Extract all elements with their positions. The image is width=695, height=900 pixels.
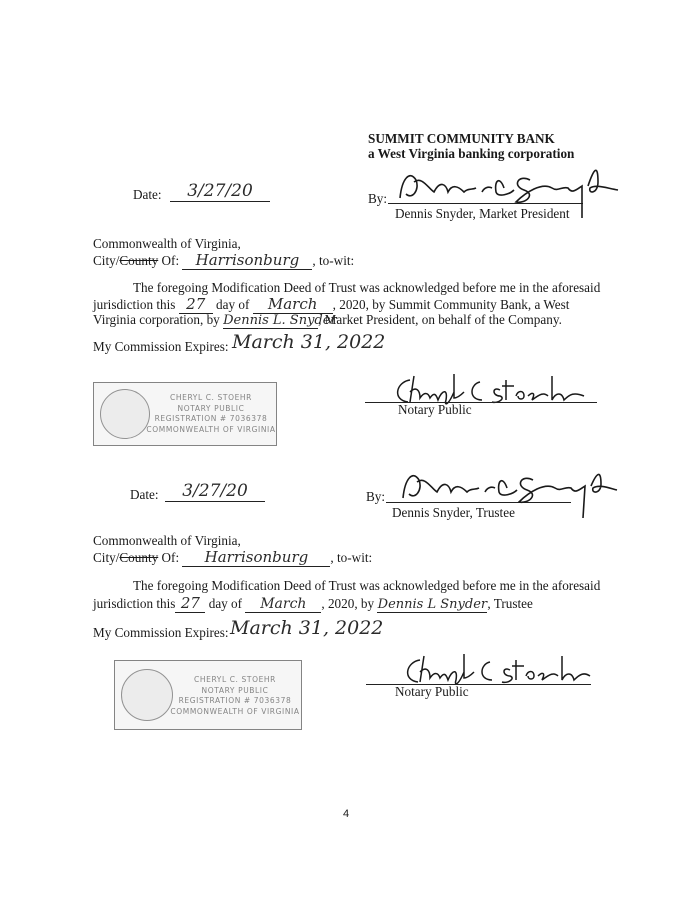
seal-name-2: CHERYL C. STOEHR (194, 675, 276, 684)
date-field-2 (165, 481, 265, 502)
seal-commonwealth-2: COMMONWEALTH OF VIRGINIA (170, 706, 300, 716)
by-label-2: By: (366, 489, 386, 504)
city-prefix-2: City/ (93, 550, 120, 565)
seal-title: NOTARY PUBLIC (177, 403, 245, 413)
day-of-label-2: day of (208, 596, 243, 611)
seal-registration: REGISTRATION # 7036378 (154, 414, 268, 423)
seal-text (146, 393, 276, 435)
name-handwritten-2: Dennis L Snyder (377, 597, 488, 612)
bank-description: a West Virginia banking corporation (368, 146, 575, 161)
commission-handwritten-2: March 31, 2022 (230, 617, 384, 639)
signer-name-title-2: Dennis Snyder, Trustee (392, 505, 515, 520)
commission-label-2: My Commission Expires: (93, 625, 229, 640)
bank-name: SUMMIT COMMUNITY BANK (368, 131, 555, 146)
city-county-line-2 (93, 548, 372, 567)
city-prefix: City/ (93, 253, 120, 268)
signature-dennis-snyder-2 (395, 458, 635, 533)
county-struck: County (119, 253, 159, 268)
of-label-2: Of: (161, 550, 180, 565)
city-county-line (93, 251, 354, 270)
ack-line-3-end: , Market President, on behalf of the Company. (318, 312, 562, 327)
seal-emblem (100, 389, 150, 439)
commonwealth-label-2: Commonwealth of Virginia, (93, 533, 241, 548)
notary-public-label: Notary Public (398, 402, 472, 417)
date-label: Date: (133, 187, 162, 202)
ack-line-3 (93, 312, 562, 329)
commonwealth-label: Commonwealth of Virginia, (93, 236, 241, 251)
month-handwritten-2: March (245, 596, 321, 613)
day-of-label: day of (216, 297, 250, 312)
ack-line-2-end: , 2020, by Summit Community Bank, a West (332, 297, 570, 312)
seal-commonwealth: COMMONWEALTH OF VIRGINIA (146, 424, 276, 434)
commission-label: My Commission Expires: (93, 339, 229, 354)
by-label: By: (368, 191, 388, 206)
date-handwritten-2: 3/27/20 (165, 481, 265, 502)
seal-name: CHERYL C. STOEHR (170, 393, 252, 402)
month-handwritten: March (253, 295, 333, 314)
city-handwritten: Harrisonburg (182, 251, 312, 270)
county-struck-2: County (119, 550, 159, 565)
jurisdiction-label-2: jurisdiction this (93, 596, 176, 611)
of-label: Of: (161, 253, 180, 268)
date-field (170, 181, 270, 202)
towit-label-2: , to-wit: (330, 550, 373, 565)
ack-line-2-2 (93, 594, 533, 613)
seal-registration-2: REGISTRATION # 7036378 (178, 696, 292, 705)
notary-seal-stamp (93, 382, 277, 446)
day-handwritten-2: 27 (175, 594, 205, 613)
seal-text-2 (169, 675, 301, 717)
jurisdiction-label: jurisdiction this (93, 297, 176, 312)
name-handwritten: Dennis L. Snyder (223, 313, 337, 328)
seal-emblem-2 (121, 669, 173, 721)
ack-line-1: The foregoing Modification Deed of Trust was acknowledged before me in the aforesaid (133, 280, 601, 295)
page-number: 4 (343, 808, 350, 820)
date-handwritten: 3/27/20 (170, 181, 270, 202)
corporation-by-label: Virginia corporation, by (93, 312, 220, 327)
day-handwritten: 27 (179, 295, 213, 314)
signer-name-title: Dennis Snyder, Market President (395, 206, 570, 221)
ack-by-label-2: , 2020, by (321, 596, 375, 611)
trustee-label-2: , Trustee (487, 596, 533, 611)
date-label-2: Date: (130, 487, 159, 502)
seal-title-2: NOTARY PUBLIC (201, 685, 269, 695)
ack-line-1-2: The foregoing Modification Deed of Trust was acknowledged before me in the aforesaid (133, 578, 601, 593)
city-handwritten-2: Harrisonburg (182, 548, 330, 567)
notary-public-label-2: Notary Public (395, 684, 469, 699)
notary-seal-stamp-2 (114, 660, 302, 730)
commission-handwritten: March 31, 2022 (232, 331, 386, 353)
towit-label: , to-wit: (312, 253, 355, 268)
